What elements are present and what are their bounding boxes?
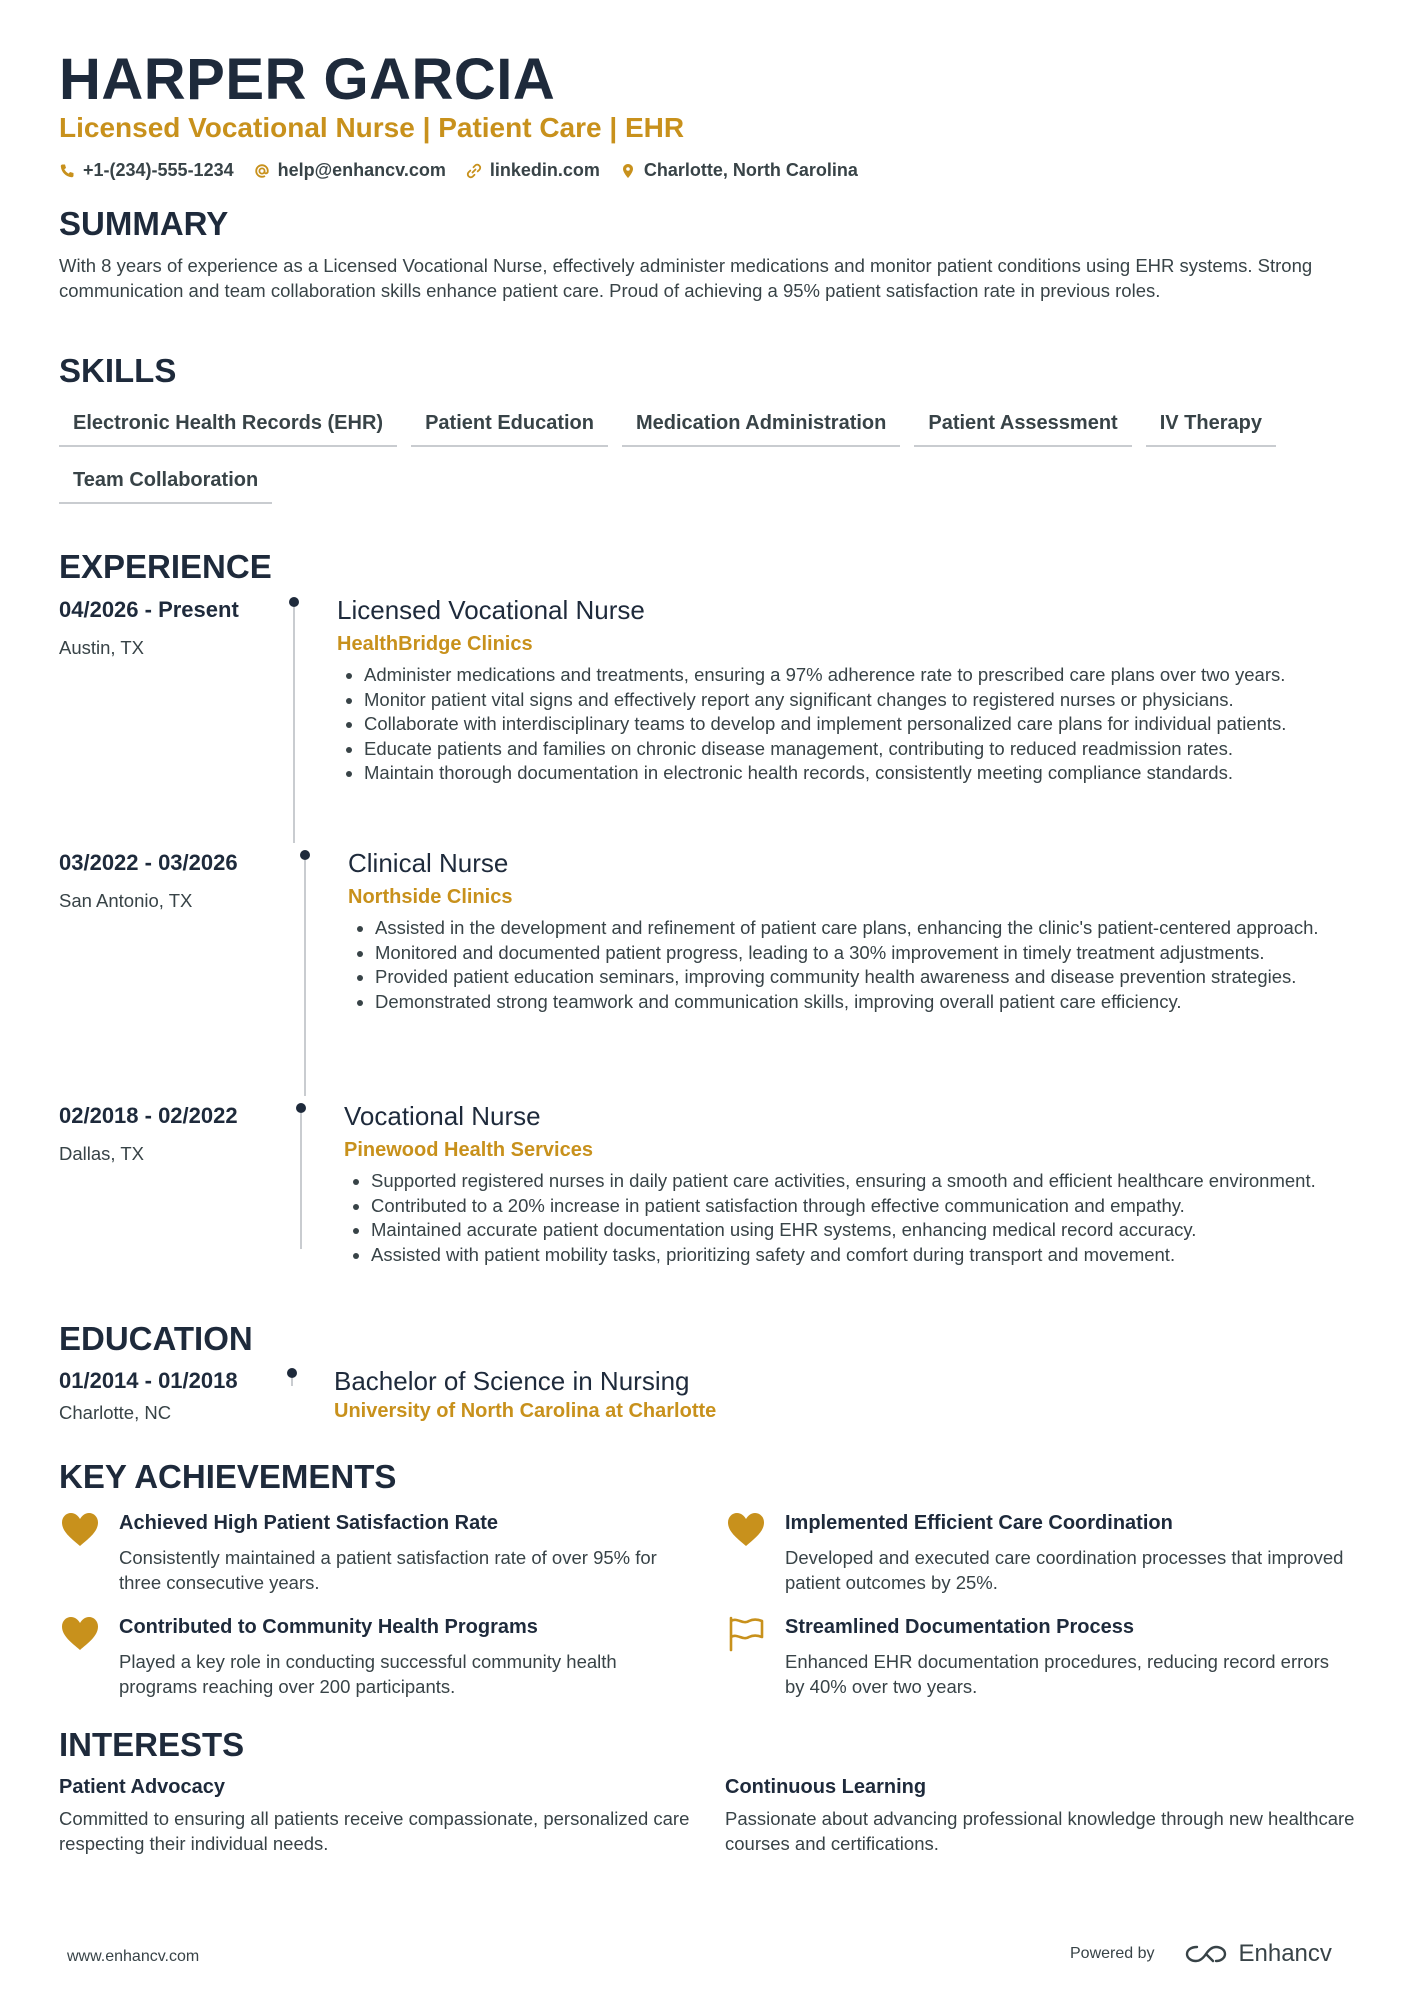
job-dates: 03/2022 - 03/2026 (59, 850, 238, 875)
skill-tag: IV Therapy (1146, 404, 1276, 447)
education-degree: Bachelor of Science in Nursing (334, 1366, 690, 1396)
achievement-title: Contributed to Community Health Programs (119, 1616, 538, 1638)
job-bullet: • Contributed to a 20% increase in patient satisfaction through effective communication and empathy. (371, 1194, 1371, 1219)
job-bullet: • Educate patients and families on chronic disease management, contributing to reduced readmission rates. (364, 737, 1374, 762)
candidate-name: HARPER GARCIA (59, 47, 556, 112)
contact-phone[interactable] (59, 160, 234, 181)
job-bullet: • Administer medications and treatments, ensuring a 97% adherence rate to prescribed care plans over two years. (364, 663, 1374, 688)
job-bullet: • Assisted with patient mobility tasks, prioritizing safety and comfort during transport and movement. (371, 1243, 1371, 1268)
timeline-dot (300, 850, 310, 860)
link-icon (466, 163, 482, 179)
skill-tag: Patient Education (411, 404, 608, 447)
job-company: HealthBridge Clinics (337, 633, 533, 655)
contact-location (620, 160, 858, 181)
education-heading: EDUCATION (59, 1320, 253, 1357)
timeline-line (300, 1113, 302, 1249)
headline: Licensed Vocational Nurse | Patient Care | EHR (59, 112, 685, 143)
interest-desc: Passionate about advancing professional knowledge through new healthcare courses and certifications. (725, 1808, 1355, 1854)
timeline-line (291, 1378, 293, 1386)
linkedin-text: linkedin.com (489, 160, 600, 180)
job-bullet: • Demonstrated strong teamwork and communication skills, improving overall patient care efficiency. (375, 990, 1375, 1015)
location-pin-icon (620, 163, 636, 179)
summary-heading: SUMMARY (59, 205, 229, 242)
education-location: Charlotte, NC (59, 1402, 172, 1423)
skills-heading: SKILLS (59, 352, 177, 389)
contact-bar (59, 160, 858, 181)
skill-tag: Patient Assessment (914, 404, 1131, 447)
achievement-desc: Developed and executed care coordination processes that improved patient outcomes by 25%. (785, 1547, 1344, 1593)
summary-text: With 8 years of experience as a Licensed Vocational Nurse, effectively administer medications and monitor patient conditions using EHR systems. Strong communication and team collaboration skills enhance patient care. Proud of achieving a 95% patient satisfaction rate in previous roles. (59, 255, 1313, 301)
phone-text: +1-(234)-555-1234 (83, 160, 234, 180)
interest-title: Continuous Learning (725, 1776, 927, 1798)
contact-linkedin[interactable] (466, 160, 600, 181)
location-text: Charlotte, North Carolina (643, 160, 858, 180)
at-sign-icon (254, 163, 270, 179)
timeline-dot (287, 1368, 297, 1378)
footer-website[interactable]: www.enhancv.com (67, 1948, 200, 1965)
enhancv-logo[interactable] (1183, 1940, 1332, 1968)
achievement-title: Achieved High Patient Satisfaction Rate (119, 1512, 498, 1534)
skill-tag: Team Collaboration (59, 461, 272, 504)
experience-heading: EXPERIENCE (59, 548, 272, 585)
heart-icon (59, 1614, 101, 1652)
interests-heading: INTERESTS (59, 1726, 245, 1763)
job-bullet: • Collaborate with interdisciplinary teams to develop and implement personalized care plans for individual patients. (364, 712, 1374, 737)
heart-icon (59, 1510, 101, 1548)
timeline-dot (296, 1103, 306, 1113)
job-location: San Antonio, TX (59, 890, 193, 911)
achievement-desc: Consistently maintained a patient satisfaction rate of over 95% for three consecutive years. (119, 1547, 657, 1593)
contact-email[interactable] (254, 160, 446, 181)
flag-icon (725, 1614, 767, 1652)
job-bullets (348, 916, 1375, 1014)
job-title: Licensed Vocational Nurse (337, 595, 645, 625)
interest-item (59, 1776, 699, 1856)
job-location: Austin, TX (59, 637, 145, 658)
powered-by-label: Powered by (1070, 1945, 1155, 1962)
achievement-title: Implemented Efficient Care Coordination (785, 1512, 1173, 1534)
education-school: University of North Carolina at Charlotte (334, 1400, 717, 1422)
email-text: help@enhancv.com (277, 160, 446, 180)
job-location: Dallas, TX (59, 1143, 144, 1164)
achievements-heading: KEY ACHIEVEMENTS (59, 1458, 397, 1495)
skills-list (59, 404, 1359, 504)
job-company: Pinewood Health Services (344, 1139, 593, 1161)
job-dates: 04/2026 - Present (59, 597, 239, 622)
job-bullet: • Provided patient education seminars, improving community health awareness and disease prevention strategies. (375, 965, 1375, 990)
phone-icon (59, 163, 75, 179)
job-title: Clinical Nurse (348, 848, 509, 878)
heart-icon (725, 1510, 767, 1548)
job-bullet: • Monitored and documented patient progress, leading to a 30% improvement in timely treatment adjustments. (375, 941, 1375, 966)
skill-tag: Electronic Health Records (EHR) (59, 404, 397, 447)
timeline-line (304, 860, 306, 1096)
timeline-line (293, 607, 295, 843)
brand-name: Enhancv (1238, 1940, 1332, 1967)
footer-branding (1070, 1940, 1332, 1968)
job-bullets (344, 1169, 1371, 1267)
skill-tag: Medication Administration (622, 404, 900, 447)
job-company: Northside Clinics (348, 886, 513, 908)
job-bullets (337, 663, 1374, 786)
job-dates: 02/2018 - 02/2022 (59, 1103, 238, 1128)
interest-item (725, 1776, 1365, 1856)
timeline-dot (289, 597, 299, 607)
education-dates: 01/2014 - 01/2018 (59, 1368, 238, 1393)
job-title: Vocational Nurse (344, 1101, 541, 1131)
interest-desc: Committed to ensuring all patients receive compassionate, personalized care respecting their individual needs. (59, 1808, 690, 1854)
job-bullet: • Supported registered nurses in daily patient care activities, ensuring a smooth and efficient healthcare environment. (371, 1169, 1371, 1194)
achievement-desc: Enhanced EHR documentation procedures, reducing record errors by 40% over two years. (785, 1651, 1329, 1697)
job-bullet: • Monitor patient vital signs and effectively report any significant changes to registered nurses or physicians. (364, 688, 1374, 713)
interest-title: Patient Advocacy (59, 1776, 225, 1798)
achievement-desc: Played a key role in conducting successful community health programs reaching over 200 participants. (119, 1651, 617, 1697)
enhancv-logo-icon (1183, 1942, 1229, 1966)
job-bullet: • Maintained accurate patient documentation using EHR systems, enhancing medical record accuracy. (371, 1218, 1371, 1243)
job-bullet: • Maintain thorough documentation in electronic health records, consistently meeting compliance standards. (364, 761, 1374, 786)
job-bullet: • Assisted in the development and refinement of patient care plans, enhancing the clinic's patient-centered approach. (375, 916, 1375, 941)
achievement-title: Streamlined Documentation Process (785, 1616, 1134, 1638)
